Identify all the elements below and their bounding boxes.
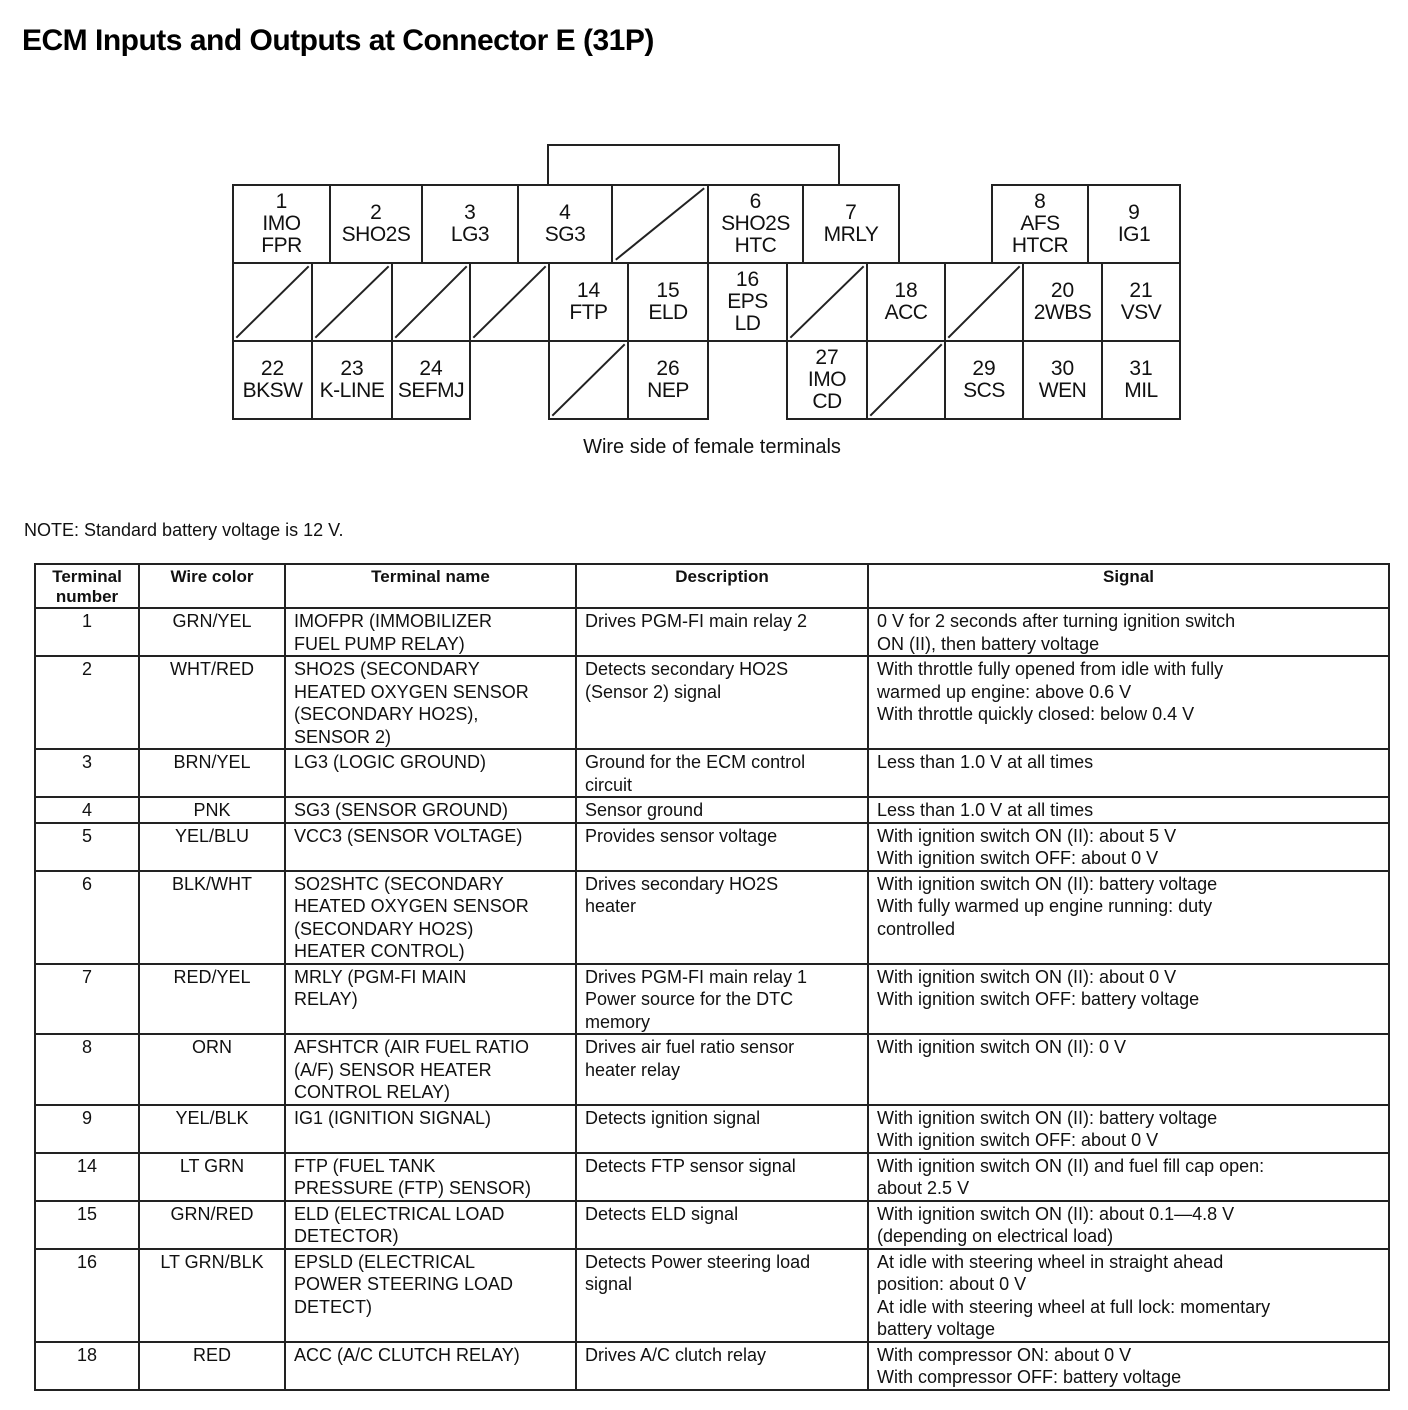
cell-terminal-number: 16 [35,1249,139,1342]
terminal-cell [1022,262,1103,342]
cell-description: Ground for the ECM control circuit [576,749,868,797]
cell-wire-color: BLK/WHT [139,871,285,964]
terminal-number: 22 [260,357,285,380]
cell-signal: Less than 1.0 V at all times [868,797,1389,823]
table-row [35,797,1389,823]
cell-description: Drives secondary HO2S heater [576,871,868,964]
cell-terminal-number: 1 [35,608,139,656]
blank-terminal [469,262,550,342]
table-row [35,749,1389,797]
cell-terminal-number: 9 [35,1105,139,1153]
cell-signal: With ignition switch ON (II): about 5 V With ignition switch OFF: about 0 V [868,823,1389,871]
terminal-number: 26 [656,357,680,380]
terminal-label: AFS HTCR [1011,212,1069,257]
table-row [35,1342,1389,1390]
terminal-cell [786,340,868,420]
blank-terminal [786,262,868,342]
terminal-label: K-LINE [319,379,385,402]
signal-table [34,563,1390,1391]
cell-terminal-name: ACC (A/C CLUTCH RELAY) [285,1342,576,1390]
terminal-label: SG3 [544,223,586,246]
cell-wire-color: GRN/RED [139,1201,285,1249]
terminal-cell [707,184,804,264]
cell-terminal-number: 4 [35,797,139,823]
cell-terminal-name: FTP (FUEL TANK PRESSURE (FTP) SENSOR) [285,1153,576,1201]
cell-terminal-number: 14 [35,1153,139,1201]
header-terminal-name: Terminal name [285,564,576,608]
blank-terminal [391,262,471,342]
terminal-label: SEFMJ [397,379,465,402]
cell-signal: With compressor ON: about 0 V With compressor OFF: battery voltage [868,1342,1389,1390]
cell-description: Detects Power steering load signal [576,1249,868,1342]
cell-terminal-number: 3 [35,749,139,797]
terminal-cell [311,340,393,420]
terminal-number: 8 [1034,190,1046,213]
header-wire-color: Wire color [139,564,285,608]
page-title: ECM Inputs and Outputs at Connector E (31P) [22,24,654,57]
cell-terminal-name: IG1 (IGNITION SIGNAL) [285,1105,576,1153]
cell-signal: Less than 1.0 V at all times [868,749,1389,797]
terminal-number: 30 [1050,357,1075,380]
terminal-number: 3 [464,201,476,224]
terminal-cell [1101,340,1181,420]
terminal-number: 1 [275,190,288,213]
cell-signal: With ignition switch ON (II) and fuel fill cap open: about 2.5 V [868,1153,1389,1201]
terminal-label: VSV [1120,301,1162,324]
terminal-number: 9 [1128,201,1140,224]
cell-signal: At idle with steering wheel in straight ahead position: about 0 V At idle with steering wheel at full lock: momentary battery voltage [868,1249,1389,1342]
cell-wire-color: BRN/YEL [139,749,285,797]
cell-terminal-number: 2 [35,656,139,749]
terminal-cell [944,340,1024,420]
terminal-label: LG3 [450,223,490,246]
table-row [35,1249,1389,1342]
cell-wire-color: RED [139,1342,285,1390]
cell-terminal-name: ELD (ELECTRICAL LOAD DETECTOR) [285,1201,576,1249]
cell-signal: With ignition switch ON (II): about 0.1—4.8 V (depending on electrical load) [868,1201,1389,1249]
terminal-number: 4 [559,201,571,224]
connector-latch [547,144,840,188]
cell-wire-color: LT GRN/BLK [139,1249,285,1342]
terminal-cell [866,262,946,342]
terminal-number: 27 [815,346,839,369]
table-row [35,964,1389,1035]
cell-wire-color: GRN/YEL [139,608,285,656]
terminal-number: 7 [845,201,857,224]
terminal-number: 6 [749,190,762,213]
terminal-cell [627,262,709,342]
terminal-cell [1087,184,1181,264]
cell-description: Drives A/C clutch relay [576,1342,868,1390]
cell-signal: With ignition switch ON (II): about 0 V With ignition switch OFF: battery voltage [868,964,1389,1035]
cell-signal: With ignition switch ON (II): battery voltage With fully warmed up engine running: duty controlled [868,871,1389,964]
terminal-cell [421,184,519,264]
table-header-row [35,564,1389,608]
cell-terminal-name: EPSLD (ELECTRICAL POWER STEERING LOAD DETECT) [285,1249,576,1342]
cell-description: Provides sensor voltage [576,823,868,871]
terminal-number: 2 [370,201,382,224]
terminal-number: 31 [1129,357,1153,380]
terminal-label: IMO CD [807,368,847,413]
cell-terminal-number: 6 [35,871,139,964]
cell-terminal-name: LG3 (LOGIC GROUND) [285,749,576,797]
cell-signal: With ignition switch ON (II): battery voltage With ignition switch OFF: about 0 V [868,1105,1389,1153]
cell-description: Sensor ground [576,797,868,823]
table-row [35,1105,1389,1153]
table-row [35,823,1389,871]
terminal-label: IG1 [1117,223,1151,246]
terminal-number: 23 [340,357,364,380]
terminal-label: MRLY [823,223,879,246]
cell-wire-color: ORN [139,1034,285,1105]
terminal-cell [802,184,900,264]
terminal-label: EPS LD [727,290,768,335]
table-row [35,1034,1389,1105]
cell-terminal-name: AFSHTCR (AIR FUEL RATIO (A/F) SENSOR HEATER CONTROL RELAY) [285,1034,576,1105]
header-description: Description [576,564,868,608]
cell-terminal-name: VCC3 (SENSOR VOLTAGE) [285,823,576,871]
terminal-label: ELD [648,301,688,324]
table-row [35,1201,1389,1249]
cell-signal: 0 V for 2 seconds after turning ignition switch ON (II), then battery voltage [868,608,1389,656]
cell-description: Drives PGM-FI main relay 1 Power source for the DTC memory [576,964,868,1035]
blank-terminal [866,340,946,420]
terminal-label: MIL [1124,379,1158,402]
cell-description: Drives PGM-FI main relay 2 [576,608,868,656]
terminal-number: 16 [735,268,760,291]
cell-wire-color: YEL/BLK [139,1105,285,1153]
terminal-cell [517,184,613,264]
table-row [35,871,1389,964]
terminal-label: WEN [1038,379,1087,402]
cell-terminal-number: 7 [35,964,139,1035]
terminal-label: SHO2S [341,223,411,246]
blank-terminal [548,340,629,420]
cell-terminal-number: 5 [35,823,139,871]
terminal-number: 21 [1129,279,1153,302]
blank-terminal [232,262,313,342]
cell-description: Detects secondary HO2S (Sensor 2) signal [576,656,868,749]
cell-terminal-name: SG3 (SENSOR GROUND) [285,797,576,823]
terminal-cell [707,262,788,342]
terminal-cell [1101,262,1181,342]
terminal-cell [329,184,423,264]
terminal-label: IMO FPR [261,212,302,257]
cell-signal: With throttle fully opened from idle with fully warmed up engine: above 0.6 V With throttle quickly closed: below 0.4 V [868,656,1389,749]
terminal-number: 29 [972,357,996,380]
connector-caption: Wire side of female terminals [583,436,841,458]
cell-description: Drives air fuel ratio sensor heater relay [576,1034,868,1105]
blank-terminal [944,262,1024,342]
terminal-cell [627,340,709,420]
terminal-cell [548,262,629,342]
cell-terminal-name: IMOFPR (IMMOBILIZER FUEL PUMP RELAY) [285,608,576,656]
battery-note: NOTE: Standard battery voltage is 12 V. [24,520,344,540]
cell-terminal-name: MRLY (PGM-FI MAIN RELAY) [285,964,576,1035]
cell-terminal-name: SO2SHTC (SECONDARY HEATED OXYGEN SENSOR (SECONDARY HO2S) HEATER CONTROL) [285,871,576,964]
terminal-label: 2WBS [1033,301,1092,324]
terminal-number: 15 [656,279,680,302]
terminal-cell [1022,340,1103,420]
cell-wire-color: WHT/RED [139,656,285,749]
terminal-label: NEP [647,379,689,402]
terminal-label: ACC [884,301,928,324]
cell-terminal-number: 18 [35,1342,139,1390]
terminal-number: 20 [1050,279,1075,302]
terminal-cell [991,184,1089,264]
terminal-cell [232,184,331,264]
header-terminal-number: Terminal number [35,564,139,608]
terminal-label: SHO2S HTC [721,212,790,257]
cell-description: Detects FTP sensor signal [576,1153,868,1201]
cell-wire-color: RED/YEL [139,964,285,1035]
blank-terminal-5 [611,184,709,264]
table-row [35,1153,1389,1201]
cell-signal: With ignition switch ON (II): 0 V [868,1034,1389,1105]
cell-terminal-name: SHO2S (SECONDARY HEATED OXYGEN SENSOR (SECONDARY HO2S), SENSOR 2) [285,656,576,749]
cell-wire-color: PNK [139,797,285,823]
cell-wire-color: YEL/BLU [139,823,285,871]
table-row [35,608,1389,656]
terminal-cell [391,340,471,420]
terminal-label: FTP [569,301,608,324]
blank-terminal [311,262,393,342]
table-row [35,656,1389,749]
terminal-label: SCS [963,379,1005,402]
header-signal: Signal [868,564,1389,608]
terminal-number: 14 [576,279,601,302]
terminal-cell [232,340,313,420]
cell-description: Detects ELD signal [576,1201,868,1249]
cell-terminal-number: 15 [35,1201,139,1249]
cell-description: Detects ignition signal [576,1105,868,1153]
terminal-number: 24 [419,357,443,380]
cell-wire-color: LT GRN [139,1153,285,1201]
terminal-number: 18 [894,279,918,302]
cell-terminal-number: 8 [35,1034,139,1105]
terminal-label: BKSW [242,379,303,402]
